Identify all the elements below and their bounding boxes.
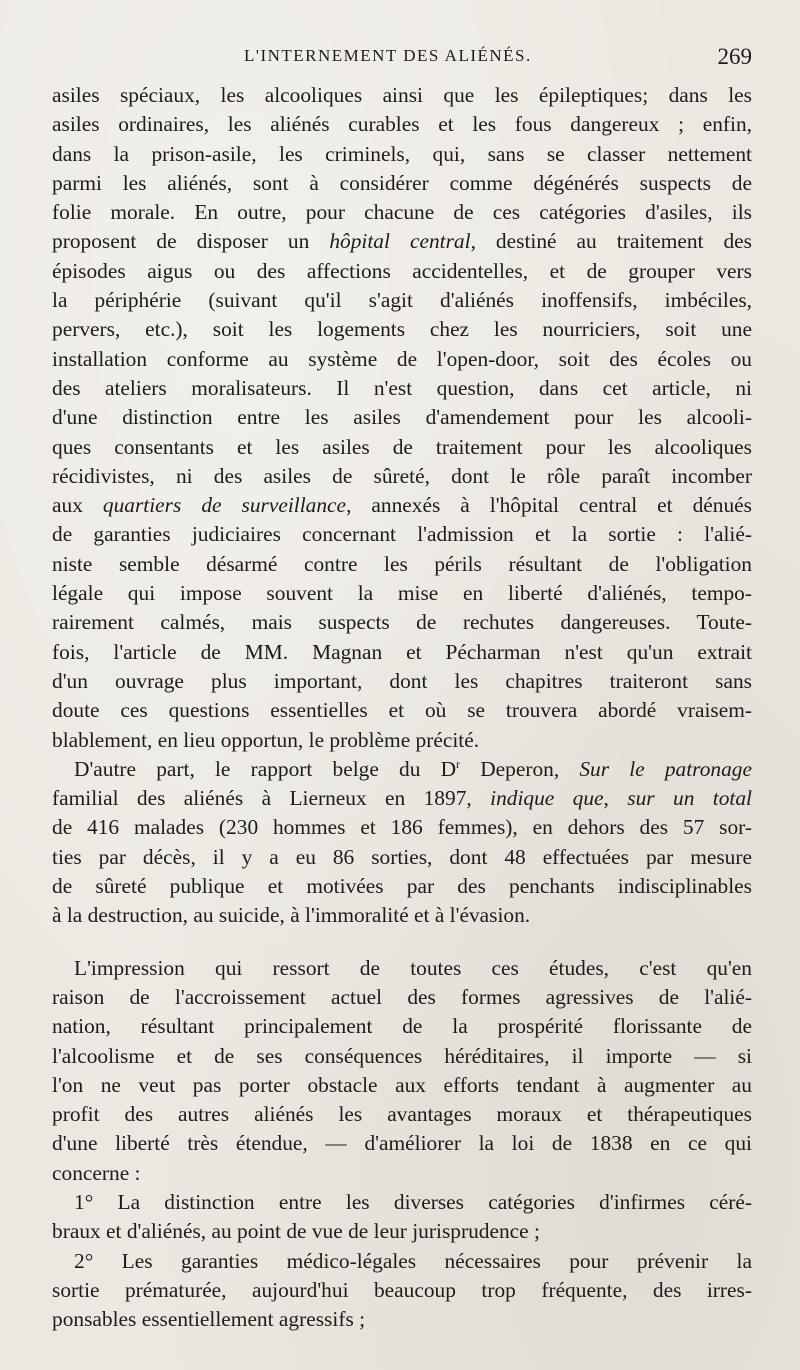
text-line: profit des autres aliénés les avantages moraux et thérapeutiques — [52, 1102, 752, 1127]
page-number: 269 — [717, 44, 752, 69]
text-line: doute ces questions essentielles et où se trouvera abordé vraisem- — [52, 698, 752, 723]
text-line: nation, résultant principalement de la prospérité florissante de — [52, 1014, 752, 1039]
text-line: ties par décès, il y a eu 86 sorties, dont 48 effectuées par mesure — [52, 844, 752, 869]
text-line: proposent de disposer un hôpital central, destiné au traitement des — [52, 229, 752, 254]
paragraph-2 — [52, 755, 752, 931]
text-line: aux quartiers de surveillance, annexés à l'hôpital central et dénués — [52, 493, 752, 518]
text-line: récidivistes, ni des asiles de sûreté, dont le rôle paraît incomber — [52, 463, 752, 488]
text-line: folie morale. En outre, pour chacune de ces catégories d'asiles, ils — [52, 200, 752, 225]
text-line: fois, l'article de MM. Magnan et Pécharman n'est qu'un extrait — [52, 639, 752, 664]
text-line: parmi les aliénés, sont à considérer comme dégénérés suspects de — [52, 170, 752, 195]
text-line: de garanties judiciaires concernant l'admission et la sortie : l'alié- — [52, 522, 752, 547]
text-line: de 416 malades (230 hommes et 186 femmes), en dehors des 57 sor- — [52, 815, 752, 840]
text-line: l'on ne veut pas porter obstacle aux efforts tendant à augmenter au — [52, 1072, 752, 1097]
body-text — [52, 81, 752, 1334]
text-line: D'autre part, le rapport belge du $D^r$ Deperon, Sur le patronage — [74, 756, 752, 781]
text-line: la périphérie (suivant qu'il s'agit d'aliénés inoffensifs, imbéciles, — [52, 288, 752, 313]
running-head — [0, 44, 800, 74]
paragraph-1 — [52, 81, 752, 755]
text-line: L'impression qui ressort de toutes ces études, c'est qu'en — [74, 955, 752, 980]
text-line: 1° La distinction entre les diverses catégories d'infirmes céré- — [74, 1189, 752, 1214]
text-line: rairement calmés, mais suspects de rechutes dangereuses. Toute- — [52, 610, 752, 635]
text-line: d'un ouvrage plus important, dont les chapitres traiteront sans — [52, 668, 752, 693]
text-line: braux et d'aliénés, au point de vue de leur jurisprudence ; — [52, 1219, 540, 1244]
list-item-2 — [52, 1247, 752, 1335]
text-line: d'une liberté très étendue, — d'améliorer la loi de 1838 en ce qui — [52, 1131, 752, 1156]
text-line: légale qui impose souvent la mise en liberté d'aliénés, tempo- — [52, 581, 752, 606]
text-line: dans la prison-asile, les criminels, qui, sans se classer nettement — [52, 141, 752, 166]
text-line: d'une distinction entre les asiles d'amendement pour les alcooli- — [52, 405, 752, 430]
text-line: asiles spéciaux, les alcooliques ainsi que les épileptiques; dans les — [52, 83, 752, 107]
text-line: blablement, en lieu opportun, le problème précité. — [52, 727, 480, 752]
text-line: de sûreté publique et motivées par des penchants indisciplinables — [52, 874, 752, 899]
text-line: familial des aliénés à Lierneux en 1897, indique que, sur un total — [52, 786, 752, 811]
paragraph-gap — [52, 931, 752, 954]
text-line: sortie prématurée, aujourd'hui beaucoup trop fréquente, des irres- — [52, 1277, 752, 1302]
text-line: des ateliers moralisateurs. Il n'est question, dans cet article, ni — [52, 375, 752, 400]
text-line: ques consentants et les asiles de traitement pour les alcooliques — [52, 434, 752, 459]
text-line: épisodes aigus ou des affections accidentelles, et de grouper vers — [52, 258, 752, 283]
text-line: niste semble désarmé contre les périls résultant de l'obligation — [52, 551, 752, 576]
text-line: ponsables essentiellement agressifs ; — [52, 1307, 366, 1332]
text-line: asiles ordinaires, les aliénés curables et les fous dangereux ; enfin, — [52, 112, 752, 137]
text-line: pervers, etc.), soit les logements chez les nourriciers, soit une — [52, 317, 752, 342]
running-head-title: L'INTERNEMENT DES ALIÉNÉS. — [244, 46, 532, 65]
text-line: à la destruction, au suicide, à l'immoralité et à l'évasion. — [52, 903, 531, 928]
paragraph-3 — [52, 954, 752, 1188]
list-item-1 — [52, 1188, 752, 1247]
text-line: l'alcoolisme et de ses conséquences héréditaires, il importe — si — [52, 1043, 752, 1068]
text-line: raison de l'accroissement actuel des formes agressives de l'alié- — [52, 984, 752, 1009]
text-line: installation conforme au système de l'open-door, soit des écoles ou — [52, 346, 752, 371]
text-line: concerne : — [52, 1160, 141, 1185]
text-line: 2° Les garanties médico-légales nécessaires pour prévenir la — [74, 1248, 752, 1273]
